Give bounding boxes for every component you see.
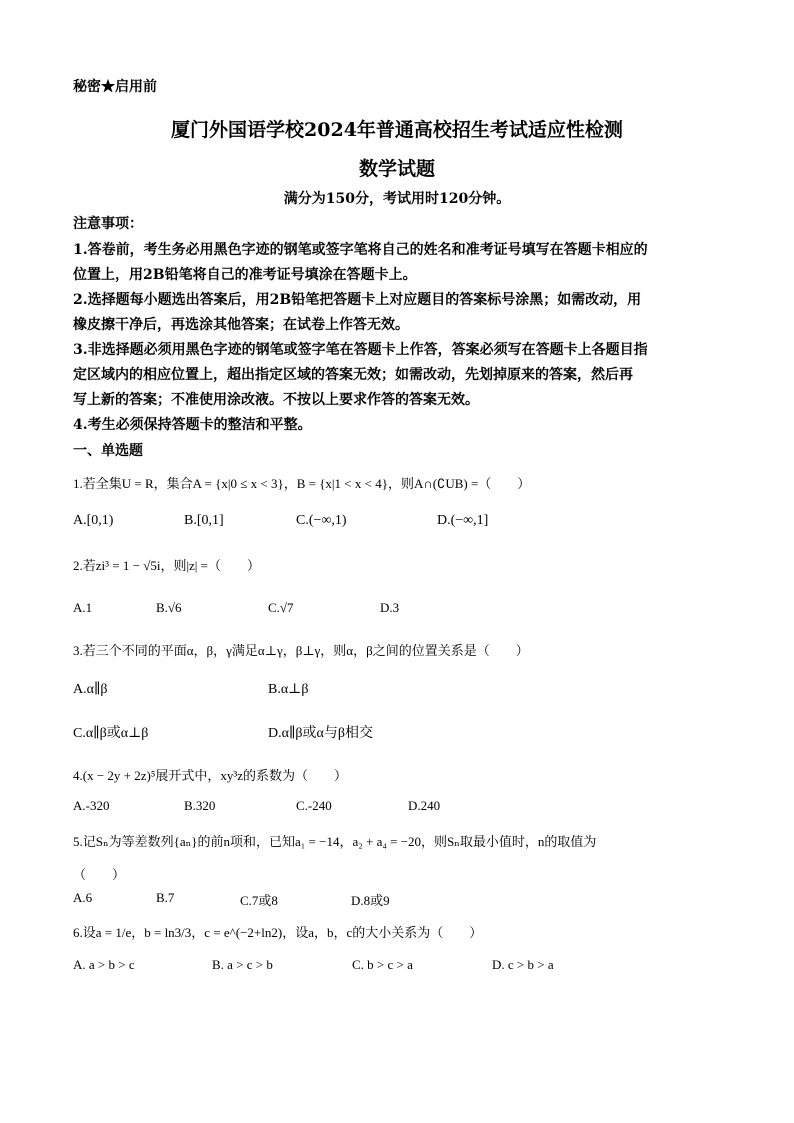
question-3-stem: 3.若三个不同的平面α，β，γ满足α⊥γ，β⊥γ，则α，β之间的位置关系是（ ） xyxy=(73,643,529,658)
question-2-stem: 2.若zi³ = 1 − √5i，则|z| =（ ） xyxy=(73,558,260,573)
exam-title: 厦门外国语学校2024年普通高校招生考试适应性检测 xyxy=(171,119,623,141)
question-5-option-c: C.7或8 xyxy=(240,893,278,908)
notice-line: 写上新的答案；不准使用涂改液。不按以上要求作答的答案无效。 xyxy=(73,392,479,408)
question-4-option-a: A.-320 xyxy=(73,798,110,813)
question-1-option-c: C.(−∞,1) xyxy=(296,513,347,528)
question-3-option-a: A.α∥β xyxy=(73,682,108,697)
question-6-option-a: A. a > b > c xyxy=(73,957,135,972)
question-3-option-b: B.α⊥β xyxy=(268,682,309,697)
question-3-option-d: D.α∥β或α与β相交 xyxy=(268,726,373,741)
question-6-option-d: D. c > b > a xyxy=(492,957,554,972)
question-4-option-c: C.-240 xyxy=(296,798,332,813)
question-4-stem: 4.(x − 2y + 2z)⁵展开式中，xy³z的系数为（ ） xyxy=(73,768,348,783)
question-5-option-a: A.6 xyxy=(73,890,93,905)
question-1-option-a: A.[0,1) xyxy=(73,513,114,528)
section-title: 一、单选题 xyxy=(73,443,143,459)
notice-line: 位置上，用2B铅笔将自己的准考证号填涂在答题卡上。 xyxy=(73,267,417,283)
question-6-option-b: B. a > c > b xyxy=(212,957,273,972)
question-2-option-d: D.3 xyxy=(380,600,400,615)
question-1-stem: 1.若全集U = R，集合A = {x|0 ≤ x < 3}，B = {x|1 < x < 4}，则A∩(∁UB) =（ ） xyxy=(73,476,531,491)
question-5-option-d: D.8或9 xyxy=(351,893,390,908)
question-2-option-c: C.√7 xyxy=(268,600,294,615)
notice-line: 2.选择题每小题选出答案后，用2B铅笔把答题卡上对应题目的答案标号涂黑；如需改动，用 xyxy=(73,292,642,308)
question-6-stem: 6.设a = 1/e，b = ln3/3，c = e^(−2+ln2)，设a，b，c的大小关系为（ ） xyxy=(73,925,483,940)
notice-line: 4.考生必须保持答题卡的整洁和平整。 xyxy=(73,417,312,433)
notice-heading: 注意事项： xyxy=(73,216,143,232)
score-time-line: 满分为150分，考试用时120分钟。 xyxy=(283,191,511,207)
notice-line: 1.答卷前，考生务必用黑色字迹的钢笔或签字笔将自己的姓名和准考证号填写在答题卡相应的 xyxy=(73,242,648,258)
exam-subtitle: 数学试题 xyxy=(358,158,435,180)
question-6-option-c: C. b > c > a xyxy=(352,957,413,972)
notice-line: 3.非选择题必须用黑色字迹的钢笔或签字笔在答题卡上作答，答案必须写在答题卡上各题目指 xyxy=(73,342,648,358)
question-5-option-b: B.7 xyxy=(156,890,175,905)
question-2-option-b: B.√6 xyxy=(156,600,182,615)
notice-line: 橡皮擦干净后，再选涂其他答案；在试卷上作答无效。 xyxy=(73,317,409,333)
question-4-option-d: D.240 xyxy=(408,798,441,813)
question-4-option-b: B.320 xyxy=(184,798,216,813)
question-1-option-b: B.[0,1] xyxy=(184,513,224,528)
question-5-stem: 5.记Sₙ为等差数列{aₙ}的前n项和，已知a₁ = −14，a₂ + a₄ = −20，则Sₙ取最小值时，n的取值为 xyxy=(73,834,597,849)
question-1-option-d: D.(−∞,1] xyxy=(437,513,489,528)
confidential-label: 秘密★启用前 xyxy=(73,79,157,95)
question-2-option-a: A.1 xyxy=(73,600,93,615)
notice-line: 定区域内的相应位置上，超出指定区域的答案无效；如需改动，先划掉原来的答案，然后再 xyxy=(73,367,633,383)
question-3-option-c: C.α∥β或α⊥β xyxy=(73,726,149,741)
question-5-answer-bracket: （ ） xyxy=(73,867,126,882)
